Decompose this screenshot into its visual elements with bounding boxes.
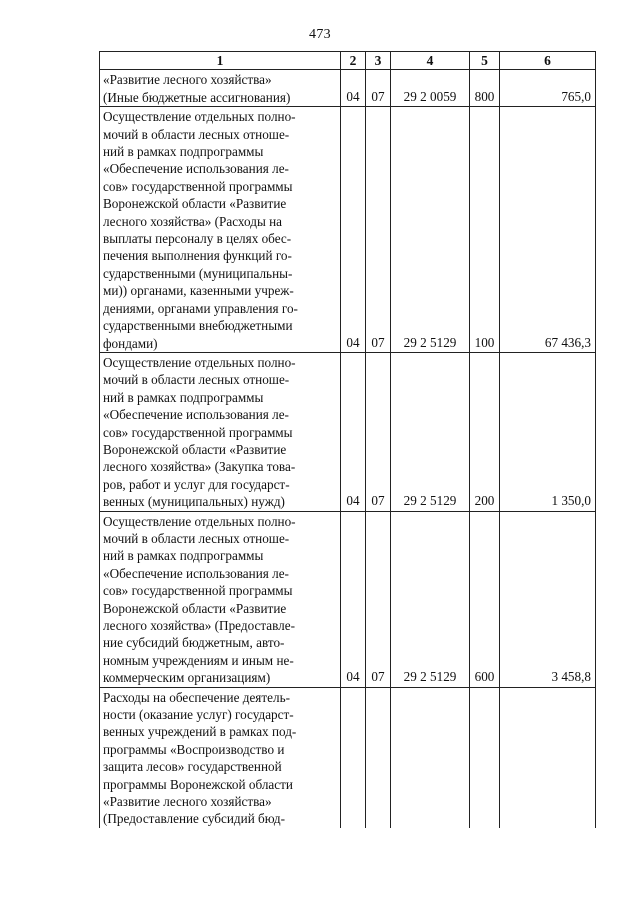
- row-subsection: 07: [366, 511, 391, 687]
- row-description: [100, 352, 341, 511]
- description-line: сов» государственной программы: [103, 424, 293, 440]
- row-description: [100, 511, 341, 687]
- description-line: сударственными внебюджетными: [103, 318, 293, 334]
- row-subsection: [366, 687, 391, 828]
- description-line: программы «Воспроизводство и: [103, 741, 285, 757]
- row-section: [341, 687, 366, 828]
- row-subsection: 07: [366, 352, 391, 511]
- description-line: ний в рамках подпрограммы: [103, 548, 264, 564]
- row-expense-type: 800: [470, 70, 500, 107]
- header-col-3: 3: [366, 52, 391, 70]
- table-row: [100, 352, 596, 511]
- row-section: 04: [341, 70, 366, 107]
- row-amount: 1 350,0: [500, 352, 596, 511]
- row-target-article: [391, 687, 470, 828]
- page-number: 473: [309, 27, 331, 42]
- description-line: дениями, органами управления го-: [103, 300, 298, 316]
- row-amount: [500, 687, 596, 828]
- row-description: [100, 107, 341, 353]
- header-row: [100, 52, 596, 70]
- row-amount: 765,0: [500, 70, 596, 107]
- description-line: «Развитие лесного хозяйства»: [103, 794, 272, 810]
- description-line: (Предоставление субсидий бюд-: [103, 811, 286, 827]
- description-line: Воронежской области «Развитие: [103, 600, 287, 616]
- description-line: ний в рамках подпрограммы: [103, 389, 264, 405]
- row-section: 04: [341, 107, 366, 353]
- row-section: 04: [341, 511, 366, 687]
- description-line: лесного хозяйства» (Закупка това-: [103, 459, 296, 475]
- row-target-article: 29 2 0059: [391, 70, 470, 107]
- description-line: защита лесов» государственной: [103, 759, 282, 775]
- row-description: [100, 687, 341, 828]
- description-line: Осуществление отдельных полно-: [103, 109, 296, 125]
- description-line: венных (муниципальных) нужд): [103, 494, 285, 510]
- row-expense-type: 100: [470, 107, 500, 353]
- row-expense-type: 600: [470, 511, 500, 687]
- description-line: Расходы на обеспечение деятель-: [103, 689, 290, 705]
- row-subsection: 07: [366, 107, 391, 353]
- table-row: [100, 107, 596, 353]
- description-line: сударственными (муниципальны-: [103, 265, 293, 281]
- header-col-2: 2: [341, 52, 366, 70]
- row-expense-type: [470, 687, 500, 828]
- description-line: печения выполнения функций го-: [103, 248, 292, 264]
- description-line: выплаты персоналу в целях обес-: [103, 231, 292, 247]
- row-amount: 67 436,3: [500, 107, 596, 353]
- table-row: [100, 511, 596, 687]
- description-line: ний в рамках подпрограммы: [103, 144, 264, 160]
- header-col-5: 5: [470, 52, 500, 70]
- description-line: «Обеспечение использования ле-: [103, 407, 289, 423]
- description-line: мочий в области лесных отноше-: [103, 372, 290, 388]
- description-line: сов» государственной программы: [103, 583, 293, 599]
- description-line: фондами): [103, 335, 158, 351]
- description-line: лесного хозяйства» (Расходы на: [103, 213, 283, 229]
- row-target-article: 29 2 5129: [391, 511, 470, 687]
- description-line: (Иные бюджетные ассигнования): [103, 89, 291, 105]
- row-description: [100, 70, 341, 107]
- description-line: мочий в области лесных отноше-: [103, 530, 290, 546]
- description-line: «Обеспечение использования ле-: [103, 161, 289, 177]
- description-line: «Обеспечение использования ле-: [103, 565, 289, 581]
- budget-table: [99, 51, 596, 828]
- description-line: венных учреждений в рамках под-: [103, 724, 297, 740]
- description-line: лесного хозяйства» (Предоставле-: [103, 618, 295, 633]
- description-line: ние субсидий бюджетным, авто-: [103, 635, 285, 651]
- header-col-1: 1: [100, 52, 341, 70]
- description-line: сов» государственной программы: [103, 178, 293, 194]
- description-line: коммерческим организациям): [103, 670, 271, 686]
- description-line: номным учреждениям и иным не-: [103, 652, 294, 668]
- description-line: «Развитие лесного хозяйства»: [103, 72, 272, 88]
- row-section: 04: [341, 352, 366, 511]
- description-line: мочий в области лесных отноше-: [103, 126, 290, 142]
- description-line: ми)) органами, казенными учреж-: [103, 283, 294, 299]
- row-target-article: 29 2 5129: [391, 107, 470, 353]
- description-line: Осуществление отдельных полно-: [103, 354, 296, 370]
- description-line: Воронежской области «Развитие: [103, 196, 287, 212]
- description-line: программы Воронежской области: [103, 776, 293, 792]
- table-row: [100, 687, 596, 828]
- header-col-4: 4: [391, 52, 470, 70]
- header-col-6: 6: [500, 52, 596, 70]
- row-expense-type: 200: [470, 352, 500, 511]
- table-row: [100, 70, 596, 107]
- row-subsection: 07: [366, 70, 391, 107]
- description-line: Воронежской области «Развитие: [103, 441, 287, 457]
- description-line: ности (оказание услуг) государст-: [103, 707, 294, 723]
- description-line: ров, работ и услуг для государст-: [103, 476, 290, 492]
- description-line: Осуществление отдельных полно-: [103, 513, 296, 529]
- row-target-article: 29 2 5129: [391, 352, 470, 511]
- row-amount: 3 458,8: [500, 511, 596, 687]
